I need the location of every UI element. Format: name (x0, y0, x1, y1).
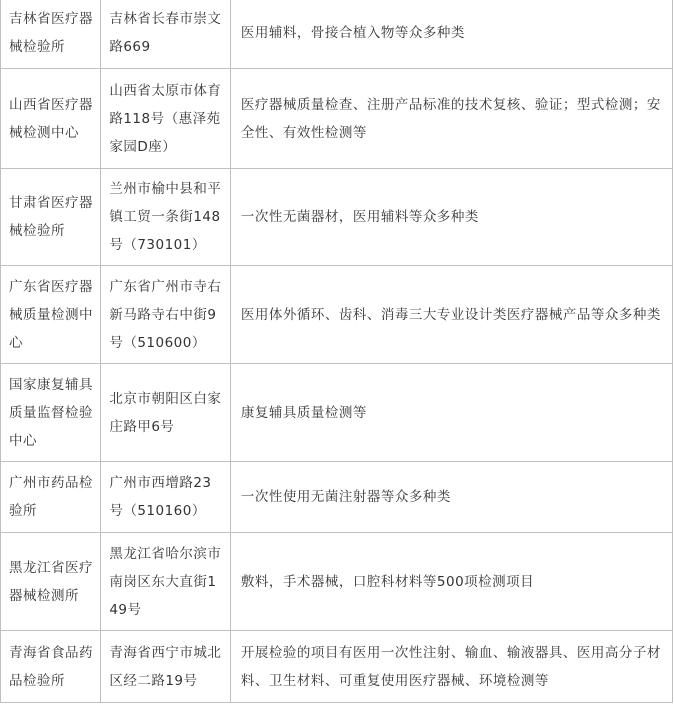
table-row (1, 266, 673, 364)
address-cell: 广东省广州市寺右新马路寺右中街9号（510600） (101, 266, 231, 364)
scope-cell: 开展检验的项目有医用一次性注射、输血、输液器具、医用高分子材料、卫生材料、可重复使用医疗器械、环境检测等 (230, 631, 672, 703)
table-row (1, 462, 673, 533)
scope-cell: 敷料，手术器械，口腔科材料等500项检测项目 (230, 533, 672, 631)
institution-cell: 国家康复辅具质量监督检验中心 (1, 364, 101, 462)
scope-cell: 一次性无菌器材，医用辅料等众多种类 (230, 169, 672, 266)
scope-cell: 医用辅料，骨接合植入物等众多种类 (230, 0, 672, 69)
scope-cell: 医用体外循环、齿科、消毒三大专业设计类医疗器械产品等众多种类 (230, 266, 672, 364)
table-row (1, 0, 673, 69)
address-cell: 吉林省长春市崇文路669 (101, 0, 231, 69)
address-cell: 青海省西宁市城北区经二路19号 (101, 631, 231, 703)
table-row (1, 533, 673, 631)
address-cell: 山西省太原市体育路118号（惠泽苑家园D座） (101, 69, 231, 169)
institution-cell: 广东省医疗器械质量检测中心 (1, 266, 101, 364)
institution-cell: 广州市药品检验所 (1, 462, 101, 533)
institution-cell: 青海省食品药品检验所 (1, 631, 101, 703)
institution-cell: 吉林省医疗器械检验所 (1, 0, 101, 69)
address-cell: 兰州市榆中县和平镇工贸一条街148号（730101） (101, 169, 231, 266)
table-row (1, 69, 673, 169)
institution-cell: 黑龙江省医疗器械检测所 (1, 533, 101, 631)
institution-cell: 甘肃省医疗器械检验所 (1, 169, 101, 266)
scope-cell: 医疗器械质量检查、注册产品标准的技术复核、验证；型式检测；安全性、有效性检测等 (230, 69, 672, 169)
table-row (1, 364, 673, 462)
scope-cell: 康复辅具质量检测等 (230, 364, 672, 462)
address-cell: 黑龙江省哈尔滨市南岗区东大直街149号 (101, 533, 231, 631)
institution-cell: 山西省医疗器械检测中心 (1, 69, 101, 169)
address-cell: 北京市朝阳区白家庄路甲6号 (101, 364, 231, 462)
table-row (1, 169, 673, 266)
scope-cell: 一次性使用无菌注射器等众多种类 (230, 462, 672, 533)
table-row (1, 631, 673, 703)
address-cell: 广州市西增路23号（510160） (101, 462, 231, 533)
